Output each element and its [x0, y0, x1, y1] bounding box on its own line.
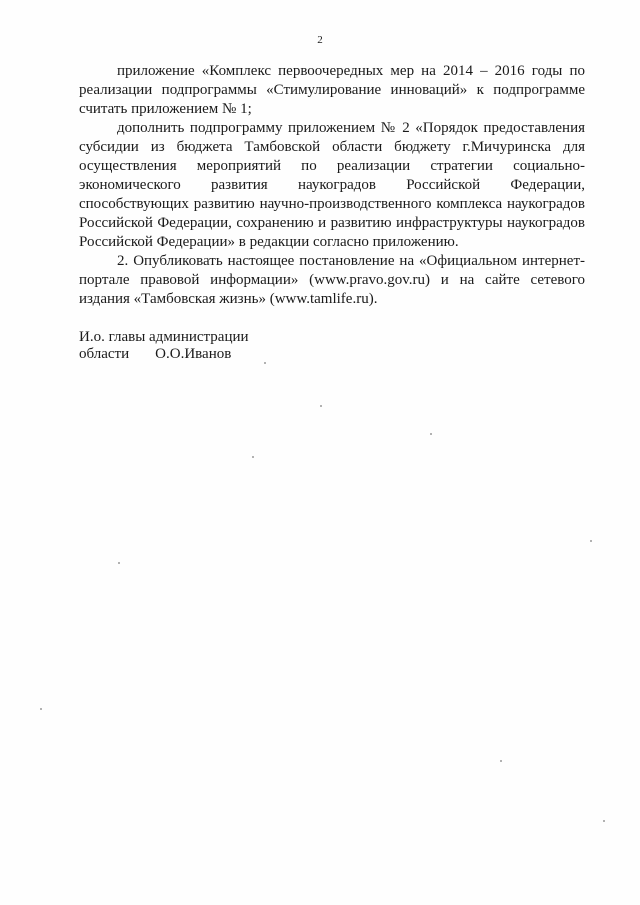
- page-number: 2: [317, 34, 323, 46]
- scan-speck: [500, 760, 502, 762]
- scan-speck: [603, 820, 605, 822]
- scan-speck: [430, 433, 432, 435]
- signatory-name: О.О.Иванов: [155, 346, 232, 362]
- signatory-position: И.о. главы администрации: [79, 329, 249, 345]
- scan-speck: [590, 540, 592, 542]
- paragraph-appendix-2: дополнить подпрограмму приложением № 2 «Порядок предоставления субсидии из бюджета Тамбовской области бюджету г.Мичуринска для осуществления мероприятий по реализации стратегии социально-экономического развития наукоградов Российской Федерации, способствующих развитию научно-производственного комплекса наукоградов Российской Федерации, сохранению и развитию инфраструктуры наукоградов Российской Федерации» в редакции согласно приложению.: [79, 120, 585, 250]
- scan-speck: [320, 405, 322, 407]
- document-body: [79, 62, 585, 309]
- signatory-position-region-line: [79, 346, 249, 363]
- scan-speck: [252, 456, 254, 458]
- signature-block: [79, 329, 249, 363]
- signatory-region: области: [79, 346, 130, 362]
- scan-speck: [40, 708, 42, 710]
- scan-speck: [118, 562, 120, 564]
- scan-speck: [264, 362, 266, 364]
- paragraph-appendix-1: приложение «Комплекс первоочередных мер на 2014 – 2016 годы по реализации подпрограммы «Стимулирование инноваций» к подпрограмме считать приложением № 1;: [79, 63, 585, 117]
- paragraph-publication: 2. Опубликовать настоящее постановление на «Официальном интернет-портале правовой информации» (www.pravo.gov.ru) и на сайте сетевого издания «Тамбовская жизнь» (www.tamlife.ru).: [79, 253, 585, 307]
